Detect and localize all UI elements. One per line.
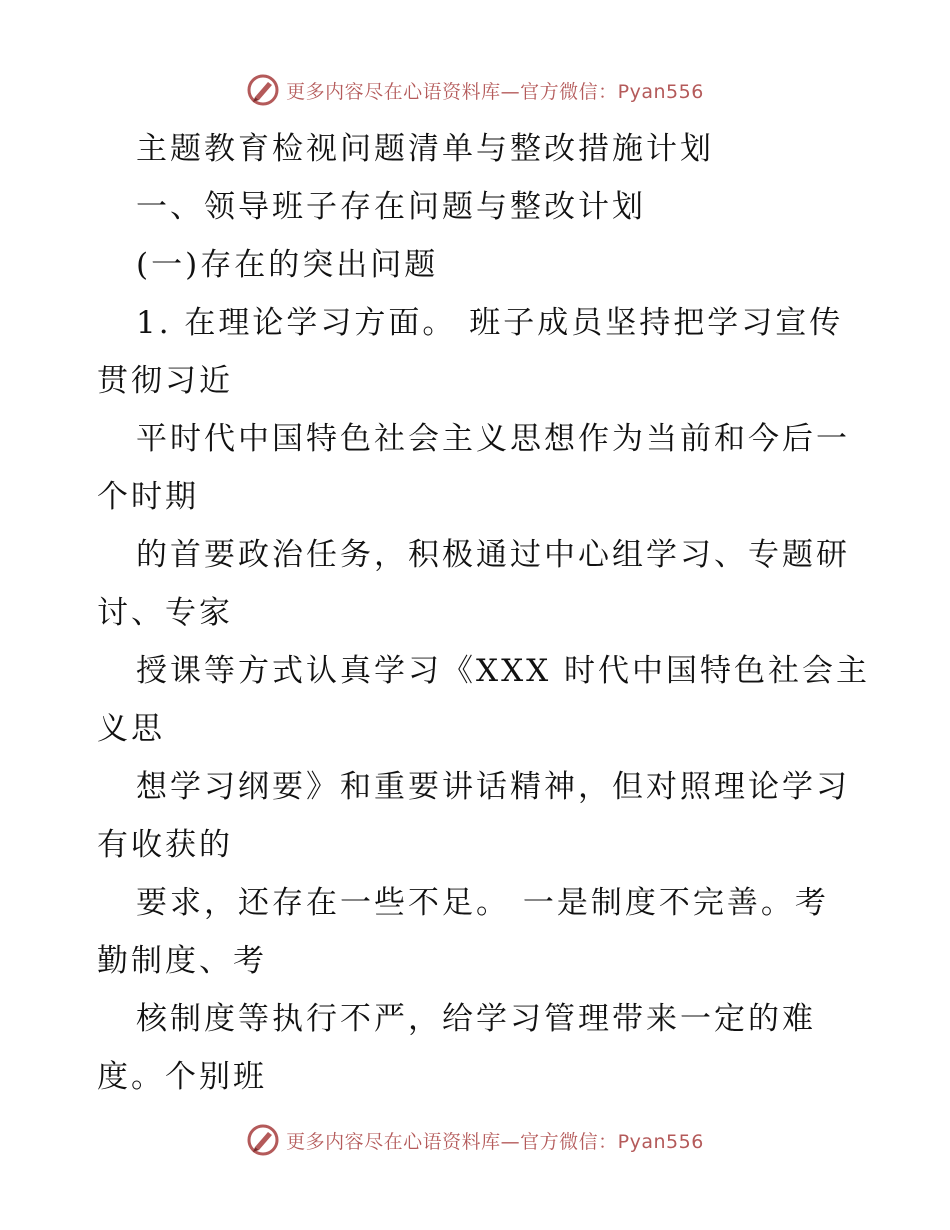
watermark-text: 更多内容尽在心语资料库—官方微信：Pyan556	[286, 1130, 704, 1153]
paragraph-line: 的首要政治任务，积极通过中心组学习、专题研	[136, 537, 850, 573]
paragraph-line: 1. 在理论学习方面。 班子成员坚持把学习宣传	[136, 305, 844, 341]
paragraph-line: 讨、专家	[97, 595, 233, 631]
document-title: 主题教育检视问题清单与整改措施计划	[136, 131, 714, 167]
section-heading: 一、领导班子存在问题与整改计划	[136, 189, 646, 225]
paragraph-line: 义思	[97, 711, 165, 747]
watermark-text: 更多内容尽在心语资料库—官方微信：Pyan556	[286, 80, 704, 103]
watermark-header	[0, 70, 950, 110]
subsection-heading: (一)存在的突出问题	[136, 247, 439, 283]
pen-logo-icon	[246, 1123, 280, 1157]
document-body	[97, 120, 871, 1106]
paragraph-line: 核制度等执行不严，给学习管理带来一定的难	[136, 1001, 816, 1037]
pen-logo-icon	[246, 73, 280, 107]
paragraph-line: 度。个别班	[97, 1059, 267, 1095]
paragraph-line: 个时期	[97, 479, 199, 515]
paragraph-line: 有收获的	[97, 827, 233, 863]
paragraph-line: 要求，还存在一些不足。 一是制度不完善。考	[136, 885, 829, 921]
paragraph-line: 想学习纲要》和重要讲话精神，但对照理论学习	[136, 769, 850, 805]
paragraph-line: 平时代中国特色社会主义思想作为当前和今后一	[136, 421, 850, 457]
watermark-footer	[0, 1120, 950, 1160]
paragraph-line: 勤制度、考	[97, 943, 267, 979]
paragraph-line: 贯彻习近	[97, 363, 233, 399]
paragraph-line: 授课等方式认真学习《XXX 时代中国特色社会主	[136, 653, 871, 689]
